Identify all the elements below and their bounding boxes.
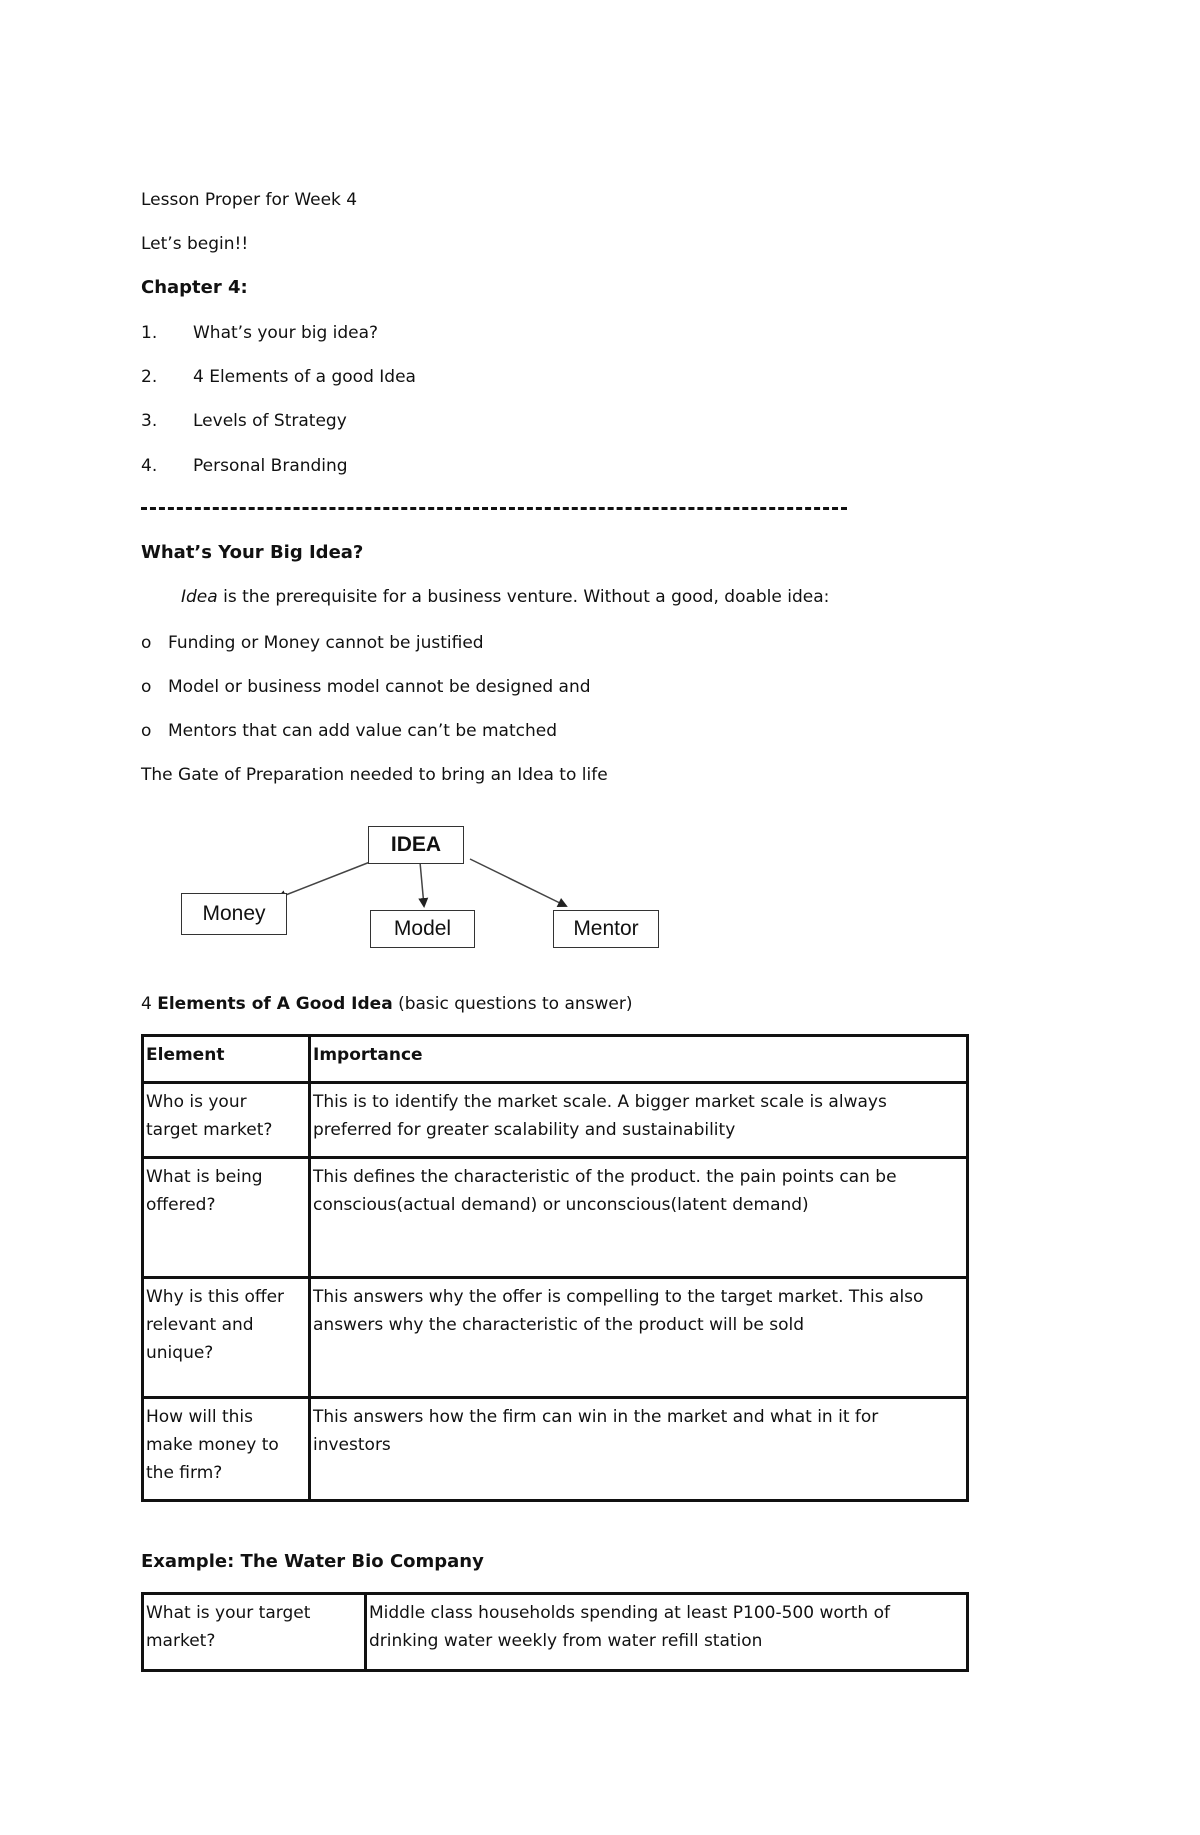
list-number: 3. (141, 411, 158, 431)
answer-cell (366, 1594, 968, 1671)
idea-box: IDEA (368, 826, 464, 864)
mentor-box: Mentor (553, 910, 659, 948)
cell-line: drinking water weekly from water refill station (369, 1631, 763, 1651)
cell-line: market? (146, 1631, 216, 1651)
cell-line: relevant and (146, 1315, 254, 1335)
list-item-text: What’s your big idea? (193, 323, 379, 343)
arrow-to-model (420, 862, 424, 906)
elements-title-rest: (basic questions to answer) (392, 994, 633, 1014)
bullet-text: Model or business model cannot be designed and (168, 677, 591, 697)
element-cell (143, 1398, 310, 1501)
question-cell (143, 1594, 366, 1671)
table-row (143, 1158, 968, 1278)
cell-line: What is your target (146, 1603, 311, 1623)
cell-line: This answers why the offer is compelling to the target market. This also (313, 1287, 924, 1307)
header-importance: Importance (310, 1036, 968, 1083)
elements-title-bold: Elements of A Good Idea (157, 994, 393, 1014)
list-item-text: Levels of Strategy (193, 411, 347, 431)
list-number: 2. (141, 367, 158, 387)
cell-line: This is to identify the market scale. A bigger market scale is always (313, 1092, 887, 1112)
example-heading: Example: The Water Bio Company (141, 1551, 484, 1572)
cell-line: preferred for greater scalability and sustainability (313, 1120, 736, 1140)
cell-line: investors (313, 1435, 391, 1455)
list-item-text: 4 Elements of a good Idea (193, 367, 416, 387)
header-element: Element (143, 1036, 310, 1083)
importance-cell (310, 1158, 968, 1278)
arrow-to-mentor (470, 859, 566, 906)
idea-term: Idea (181, 587, 218, 607)
bullet-mark: o (141, 677, 152, 697)
cell-line: conscious(actual demand) or unconscious(latent demand) (313, 1195, 809, 1215)
cell-line: This defines the characteristic of the product. the pain points can be (313, 1167, 897, 1187)
elements-title (141, 993, 632, 1015)
table-row (143, 1278, 968, 1398)
list-number: 4. (141, 456, 158, 476)
element-cell (143, 1083, 310, 1158)
cell-line: Why is this offer (146, 1287, 285, 1307)
table-row (143, 1398, 968, 1501)
lead-text: is the prerequisite for a business venture. Without a good, doable idea: (217, 587, 830, 607)
bullet-mark: o (141, 633, 152, 653)
cell-line: Who is your (146, 1092, 247, 1112)
table-row (143, 1594, 968, 1671)
cell-line: target market? (146, 1120, 273, 1140)
big-idea-heading: What’s Your Big Idea? (141, 542, 364, 563)
bullet-text: Funding or Money cannot be justified (168, 633, 484, 653)
cell-line: How will this (146, 1407, 253, 1427)
table-header-row (143, 1036, 968, 1083)
cell-line: Middle class households spending at least P100-500 worth of (369, 1603, 890, 1623)
cell-line: the firm? (146, 1463, 223, 1483)
arrow-to-money (278, 862, 370, 898)
list-item-text: Personal Branding (193, 456, 348, 476)
cell-line: What is being (146, 1167, 263, 1187)
example-table (141, 1592, 969, 1672)
cell-line: This answers how the firm can win in the market and what in it for (313, 1407, 879, 1427)
list-number: 1. (141, 323, 158, 343)
cell-line: make money to (146, 1435, 279, 1455)
money-box: Money (181, 893, 287, 935)
element-cell (143, 1158, 310, 1278)
element-cell (143, 1278, 310, 1398)
intro-line-1: Lesson Proper for Week 4 (141, 190, 358, 210)
cell-line: unique? (146, 1343, 214, 1363)
chapter-heading: Chapter 4: (141, 277, 248, 298)
cell-line: answers why the characteristic of the product will be sold (313, 1315, 805, 1335)
model-box: Model (370, 910, 475, 948)
bullet-text: Mentors that can add value can’t be matched (168, 721, 558, 741)
intro-line-2: Let’s begin!! (141, 234, 249, 254)
importance-cell (310, 1083, 968, 1158)
importance-cell (310, 1278, 968, 1398)
elements-title-num: 4 (141, 994, 158, 1014)
elements-table (141, 1034, 969, 1502)
importance-cell (310, 1398, 968, 1501)
cell-line: offered? (146, 1195, 216, 1215)
bullet-mark: o (141, 721, 152, 741)
table-row (143, 1083, 968, 1158)
gate-text: The Gate of Preparation needed to bring an Idea to life (141, 765, 608, 785)
